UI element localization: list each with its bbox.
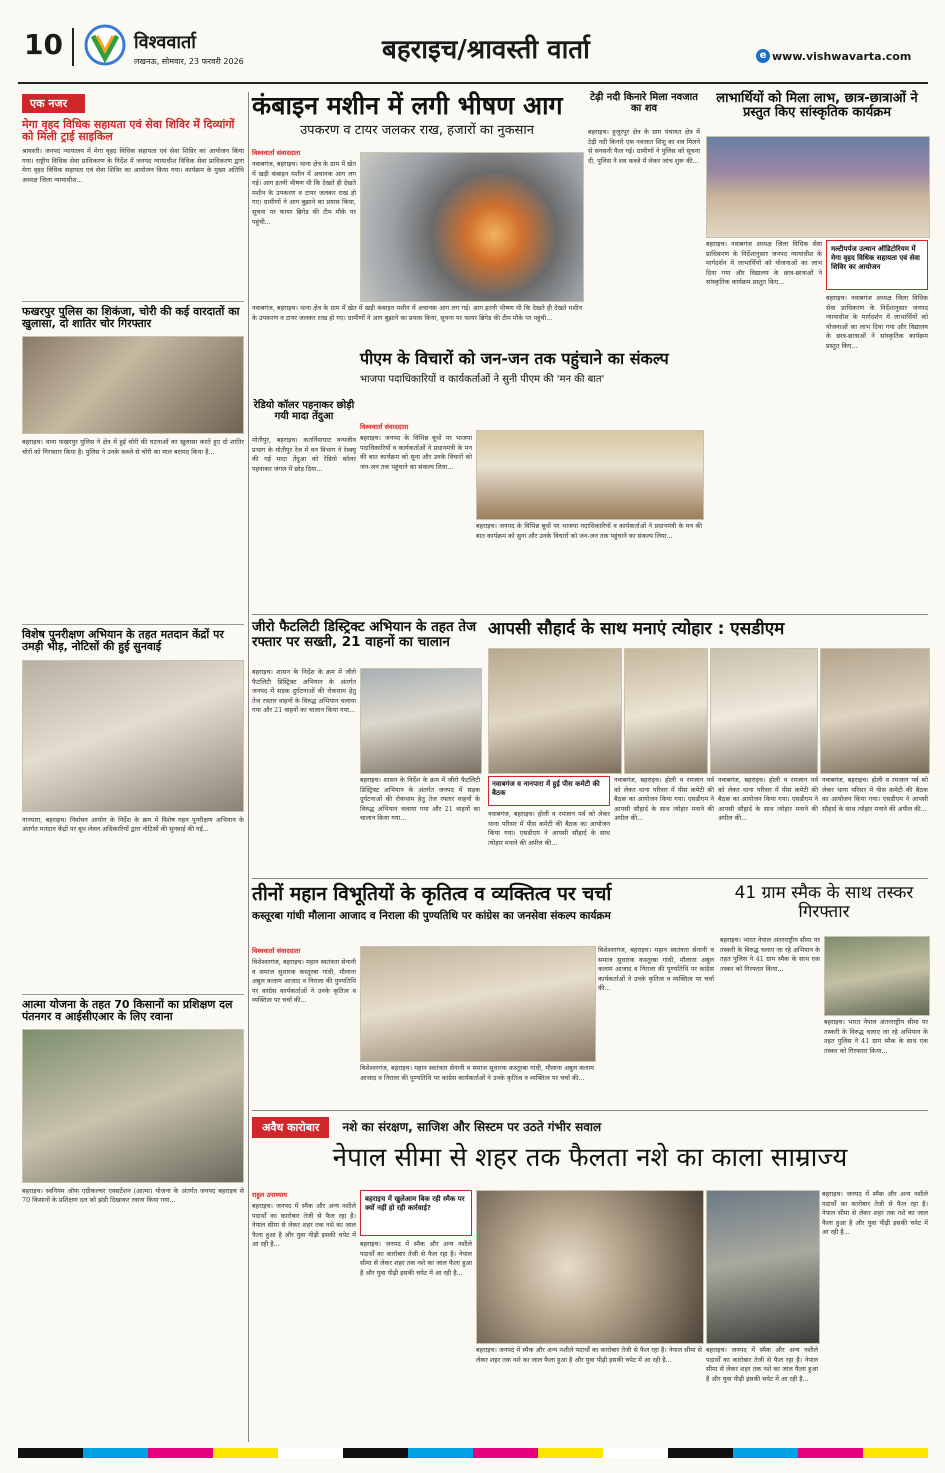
fakharpur-body: बहराइच। थाना फखरपुर पुलिस ने क्षेत्र में हुई चोरी की घटनाओं का खुलासा करते हुए दो शातिर चोरों को गिरफ्तार किया है। पुलिस ने उनके कब्जे से चोरी का माल बरामद किया है... [22, 438, 244, 456]
beneficiary-story [706, 92, 928, 121]
illegal-trade-story [252, 1144, 928, 1173]
brief-body: श्रावस्ती। जनपद न्यायालय में मेगा वृहद विधिक सहायता एवं सेवा शिविर का आयोजन किया गया। राष्ट्रीय विधिक सेवा प्राधिकरण के निर्देश में जनपद न्यायाधीश विधिक सेवा प्राधिकरण द्वारा मेगा वृहद विधिक सहायता एवं सेवा शिविर का आयोजन किया गया। कार्यक्रम के मुख्य अतिथि अध्यक्ष जिला न्यायाधीश... [22, 147, 244, 185]
brief-headline: मेगा वृहद विधिक सहायता एवं सेवा शिविर में दिव्यांगों को मिली ट्राई साइकिल [22, 118, 235, 144]
sdm-photo-3 [710, 648, 818, 774]
sdm-photo-2 [624, 648, 708, 774]
pm-headline: पीएम के विचारों को जन-जन तक पहुंचाने का संकल्प [360, 349, 669, 368]
leopard-story [252, 400, 356, 422]
pm-subheadline: भाजपा पदाधिकारियों व कार्यकर्ताओं ने सुनी पीएम की 'मन की बात' [360, 373, 605, 385]
masthead [0, 0, 945, 80]
personalities-story [252, 884, 714, 922]
illegal-trade-photo-1 [476, 1190, 704, 1344]
smack-headline: 41 ग्राम स्मैक के साथ तस्कर गिरफ्तार [734, 883, 914, 922]
sdm-body-4: नवाबगंज, बहराइच। होली व रमजान पर्व को लेकर थाना परिसर में पीस कमेटी की बैठक का आयोजन किया गया। एसडीएम ने आपसी सौहार्द के साथ त्योहार मनाने की अपील की... [822, 776, 928, 813]
page-number: 10 [24, 28, 63, 61]
leopard-headline: रेडियो कॉलर पहनाकर छोड़ी गयी मादा तेंदुआ [253, 400, 355, 422]
illegal-trade-band [252, 1116, 928, 1138]
zero-fatality-body-2: बहराइच। शासन के निर्देश के क्रम में जीरो फैटलिटी डिस्ट्रिक्ट अभियान के अंतर्गत जनपद में सड़क दुर्घटनाओं की रोकथाम हेतु तेज रफ्तार वाहनों के विरुद्ध अभियान चलाया गया और 21 वाहनों का चालान किया गया... [360, 776, 480, 823]
illegal-trade-headline: नेपाल सीमा से शहर तक फैलता नशे का काला साम्राज्य [332, 1143, 848, 1173]
zero-fatality-story [252, 620, 482, 650]
leopard-body: मोतीपुर, बहराइच। कतर्नियाघाट वन्यजीव प्रभाग के मोतीपुर रेंज में वन विभाग ने रेस्क्यू की गई मादा तेंदुआ को रेडियो कॉलर पहनाकर जंगल में छोड़ दिया... [252, 436, 356, 473]
sdm-body-2: नवाबगंज, बहराइच। होली व रमजान पर्व को लेकर थाना परिसर में पीस कमेटी की बैठक का आयोजन किया गया। एसडीएम ने आपसी सौहार्द के साथ त्योहार मनाने की अपील की... [614, 776, 714, 823]
dateline: लखनऊ, सोमवार, 23 फरवरी 2026 [134, 57, 244, 66]
sdm-photo-4 [820, 648, 930, 774]
pm-photo [476, 430, 704, 520]
newborn-headline: टेढ़ी नदी किनारे मिला नवजात का शव [590, 92, 698, 114]
newborn-body: बहराइच। हुजूरपुर क्षेत्र के ग्राम पंचायत क्षेत्र में टेढ़ी नदी किनारे एक नवजात शिशु का शव मिलने से सनसनी फैल गई। ग्रामीणों ने पुलिस को सूचना दी, पुलिस ने शव कब्जे में लेकर जांच शुरू की... [588, 128, 700, 165]
personalities-photo [360, 946, 596, 1062]
illegal-trade-tag: अवैध कारोबार [252, 1117, 329, 1138]
sdm-story [488, 620, 928, 639]
illegal-trade-photo-2 [706, 1190, 820, 1344]
illegal-trade-body-5: बहराइच। जनपद में स्मैक और अन्य नशीले पदार्थों का कारोबार तेजी से फैल रहा है। नेपाल सीमा से लेकर शहर तक नशे का जाल फैला हुआ है और युवा पीढ़ी इसकी चपेट में आ रही है... [822, 1190, 928, 1237]
fire-body: नवाबगंज, बहराइच। थाना क्षेत्र के ग्राम में खेत में खड़ी कंबाइन मशीन में अचानक आग लग गई। आग इतनी भीषण थी कि देखते ही देखते मशीन के उपकरण व टायर जलकर राख हो गए। ग्रामीणों ने आग बुझाने का प्रयास किया, सूचना पर फायर ब्रिगेड की टीम मौके पर पहुंची... [252, 160, 356, 226]
personalities-headline: तीनों महान विभूतियों के कृतित्व व व्यक्तित्व पर चर्चा [252, 883, 612, 905]
illegal-trade-byline: राहुल उपाध्याय [252, 1191, 288, 1199]
sdm-callout-text: नवाबगंज व नानपारा में हुई पीस कमेटी की बैठक [492, 780, 600, 798]
print-registration-bar [18, 1448, 928, 1458]
zero-fatality-photo [360, 668, 482, 774]
sdm-callout [488, 776, 610, 806]
beneficiary-headline: लाभार्थियों को मिला लाभ, छात्र-छात्राओं ने प्रस्तुत किए सांस्कृतिक कार्यक्रम [716, 91, 918, 121]
personalities-byline: विश्ववार्ता संवाददाता [252, 947, 301, 955]
matdan-headline: विशेष पुनरीक्षण अभियान के तहत मतदान केंद्रों पर उमड़ी भीड़, नोटिसों की हुई सुनवाई [22, 628, 224, 654]
sdm-body: नवाबगंज, बहराइच। होली व रमजान पर्व को लेकर थाना परिसर में पीस कमेटी की बैठक का आयोजन किया गया। एसडीएम ने आपसी सौहार्द के साथ त्योहार मनाने की अपील की... [488, 810, 610, 847]
beneficiary-callout [826, 240, 928, 290]
personalities-body-2: विशेश्वरगंज, बहराइच। महान स्वतंत्रता सेनानी व समाज सुधारक कस्तूरबा गांधी, मौलाना अबुल कलाम आजाद व निराला की पुण्यतिथि पर कांग्रेस कार्यकर्ताओं ने उनके कृतित्व व व्यक्तित्व पर चर्चा की... [360, 1064, 594, 1082]
beneficiary-body: बहराइच। नवाबगंज अध्यक्ष जिला विधिक सेवा प्राधिकरण के निर्देशानुसार जनपद न्यायाधीश के मार्गदर्शन में लाभार्थियों को योजनाओं का लाभ दिया गया और विद्यालय के छात्र-छात्राओं ने सांस्कृतिक कार्यक्रम प्रस्तुत किए... [706, 240, 822, 287]
fire-subheadline: उपकरण व टायर जलकर राख, हजारों का नुकसान [300, 122, 534, 138]
fire-headline: कंबाइन मशीन में लगी भीषण आग [252, 91, 563, 120]
newborn-story [588, 92, 700, 364]
personalities-body-3: विशेश्वरगंज, बहराइच। महान स्वतंत्रता सेनानी व समाज सुधारक कस्तूरबा गांधी, मौलाना अबुल कलाम आजाद व निराला की पुण्यतिथि पर कांग्रेस कार्यकर्ताओं ने उनके कृतित्व व व्यक्तित्व पर चर्चा की... [598, 946, 714, 993]
smack-photo [824, 936, 930, 1016]
pm-body: बहराइच। जनपद के विभिन्न बूथों पर भाजपा पदाधिकारियों व कार्यकर्ताओं ने प्रधानमंत्री के मन की बात कार्यक्रम को सुना और उनके विचारों को जन-जन तक पहुंचाने का संकल्प लिया... [360, 434, 472, 471]
fakharpur-headline: फखरपुर पुलिस का शिकंजा, चोरी की कई वारदातों का खुलासा, दो शातिर चोर गिरफ्तार [22, 305, 240, 331]
website-link[interactable]: www.vishwavarta.com [772, 50, 912, 63]
beneficiary-body-right: बहराइच। नवाबगंज अध्यक्ष जिला विधिक सेवा प्राधिकरण के निर्देशानुसार जनपद न्यायाधीश के मार्गदर्शन में लाभार्थियों को योजनाओं का लाभ दिया गया और विद्यालय के छात्र-छात्राओं ने सांस्कृतिक कार्यक्रम प्रस्तुत किए... [826, 294, 928, 351]
atma-body: बहराइच। स्वनियम ऑफ एग्रीकल्चर एक्सटेंशन (आत्मा) योजना के अंतर्गत जनपद बहराइच से 70 किसानों के प्रशिक्षण दल को झंडी दिखाकर रवाना किया गया... [22, 1186, 244, 1205]
smack-story [720, 884, 928, 921]
zero-fatality-body: बहराइच। शासन के निर्देश के क्रम में जीरो फैटलिटी डिस्ट्रिक्ट अभियान के अंतर्गत जनपद में सड़क दुर्घटनाओं की रोकथाम हेतु तेज रफ्तार वाहनों के विरुद्ध अभियान चलाया गया और 21 वाहनों का चालान किया गया... [252, 668, 356, 715]
beneficiary-photo [706, 136, 930, 238]
illegal-trade-callout [360, 1190, 472, 1236]
fire-byline: विश्ववार्ता संवाददाता [252, 149, 301, 157]
personalities-subheadline: कस्तूरबा गांधी मौलाना आजाद व निराला की पुण्यतिथि पर कांग्रेस का जनसेवा संकल्प कार्यक्रम [252, 909, 611, 922]
illegal-trade-body: बहराइच। जनपद में स्मैक और अन्य नशीले पदार्थों का कारोबार तेजी से फैल रहा है। नेपाल सीमा से लेकर शहर तक नशे का जाल फैला हुआ है और युवा पीढ़ी इसकी चपेट में आ रही है... [252, 1202, 356, 1249]
fakharpur-photo [22, 336, 244, 434]
section-title: बहराइच/श्रावस्ती वार्ता [382, 35, 590, 65]
sdm-body-3: नवाबगंज, बहराइच। होली व रमजान पर्व को लेकर थाना परिसर में पीस कमेटी की बैठक का आयोजन किया गया। एसडीएम ने आपसी सौहार्द के साथ त्योहार मनाने की अपील की... [718, 776, 818, 823]
pm-body-lower: बहराइच। जनपद के विभिन्न बूथों पर भाजपा पदाधिकारियों व कार्यकर्ताओं ने प्रधानमंत्री के मन की बात कार्यक्रम को सुना और उनके विचारों को जन-जन तक पहुंचाने का संकल्प लिया... [476, 522, 702, 540]
sdm-headline: आपसी सौहार्द के साथ मनाएं त्योहार : एसडीएम [488, 619, 785, 639]
atma-headline: आत्मा योजना के तहत 70 किसानों का प्रशिक्षण दल पंतनगर व आईसीएआर के लिए रवाना [22, 997, 233, 1023]
fire-photo [360, 152, 584, 302]
sdm-photo-1 [488, 648, 622, 774]
pm-story [360, 350, 702, 385]
pm-byline: विश्ववार्ता संवाददाता [360, 423, 409, 431]
smack-body: बहराइच। भारत नेपाल अंतरराष्ट्रीय सीमा पर तस्करी के विरुद्ध चलाए जा रहे अभियान के तहत पुलिस ने 41 ग्राम स्मैक के साथ एक तस्कर को गिरफ्तार किया... [720, 936, 820, 973]
illegal-trade-callout-text: बहराइच में खुलेआम बिक रही स्मैक पर क्यों नहीं हो रही कार्रवाई? [365, 1195, 465, 1213]
fire-body-lower: नवाबगंज, बहराइच। थाना क्षेत्र के ग्राम में खेत में खड़ी कंबाइन मशीन में अचानक आग लग गई। आग इतनी भीषण थी कि देखते ही देखते मशीन के उपकरण व टायर जलकर राख हो गए। ग्रामीणों ने आग बुझाने का प्रयास किया, सूचना पर फायर ब्रिगेड की टीम मौके पर पहुंची... [252, 304, 582, 322]
illegal-trade-body-2: बहराइच। जनपद में स्मैक और अन्य नशीले पदार्थों का कारोबार तेजी से फैल रहा है। नेपाल सीमा से लेकर शहर तक नशे का जाल फैला हुआ है और युवा पीढ़ी इसकी चपेट में आ रही है... [360, 1240, 472, 1277]
personalities-body: विशेश्वरगंज, बहराइच। महान स्वतंत्रता सेनानी व समाज सुधारक कस्तूरबा गांधी, मौलाना अबुल कलाम आजाद व निराला की पुण्यतिथि पर कांग्रेस कार्यकर्ताओं ने उनके कृतित्व व व्यक्तित्व पर चर्चा की... [252, 958, 356, 1005]
illegal-trade-body-4: बहराइच। जनपद में स्मैक और अन्य नशीले पदार्थों का कारोबार तेजी से फैल रहा है। नेपाल सीमा से लेकर शहर तक नशे का जाल फैला हुआ है और युवा पीढ़ी इसकी चपेट में आ रही है... [706, 1346, 818, 1383]
ek-nazar-tag: एक नजर [22, 94, 85, 113]
matdan-photo [22, 660, 244, 812]
illegal-trade-body-3: बहराइच। जनपद में स्मैक और अन्य नशीले पदार्थों का कारोबार तेजी से फैल रहा है। नेपाल सीमा से लेकर शहर तक नशे का जाल फैला हुआ है और युवा पीढ़ी इसकी चपेट में आ रही है... [476, 1346, 702, 1364]
brand-name: विश्ववार्ता [134, 32, 196, 53]
illegal-trade-tagline: नशे का संरक्षण, साजिश और सिस्टम पर उठते गंभीर सवाल [342, 1120, 602, 1134]
beneficiary-callout-text: मल्टीपर्पज उत्थान ऑडिटोरियम में मेगा वृहद विधिक सहायता एवं सेवा शिविर का आयोजन [831, 245, 920, 272]
left-column [22, 92, 244, 1442]
smack-body-2: बहराइच। भारत नेपाल अंतरराष्ट्रीय सीमा पर तस्करी के विरुद्ध चलाए जा रहे अभियान के तहत पुलिस ने 41 ग्राम स्मैक के साथ एक तस्कर को गिरफ्तार किया... [824, 1018, 928, 1055]
matdan-body: नानपारा, बहराइच। निर्वाचन आयोग के निर्देश के क्रम में विशेष गहन पुनरीक्षण अभियान के अंतर्गत मतदान केंद्रों पर बूथ लेवल अधिकारियों द्वारा नोटिसों की सुनवाई की गई... [22, 815, 244, 834]
site-e-icon: e [756, 49, 770, 63]
zero-fatality-headline: जीरो फैटलिटी डिस्ट्रिक्ट अभियान के तहत तेज रफ्तार पर सख्ती, 21 वाहनों का चालान [252, 619, 477, 650]
atma-photo [22, 1029, 244, 1183]
fire-story [252, 92, 582, 138]
brand-logo-icon [84, 24, 126, 66]
